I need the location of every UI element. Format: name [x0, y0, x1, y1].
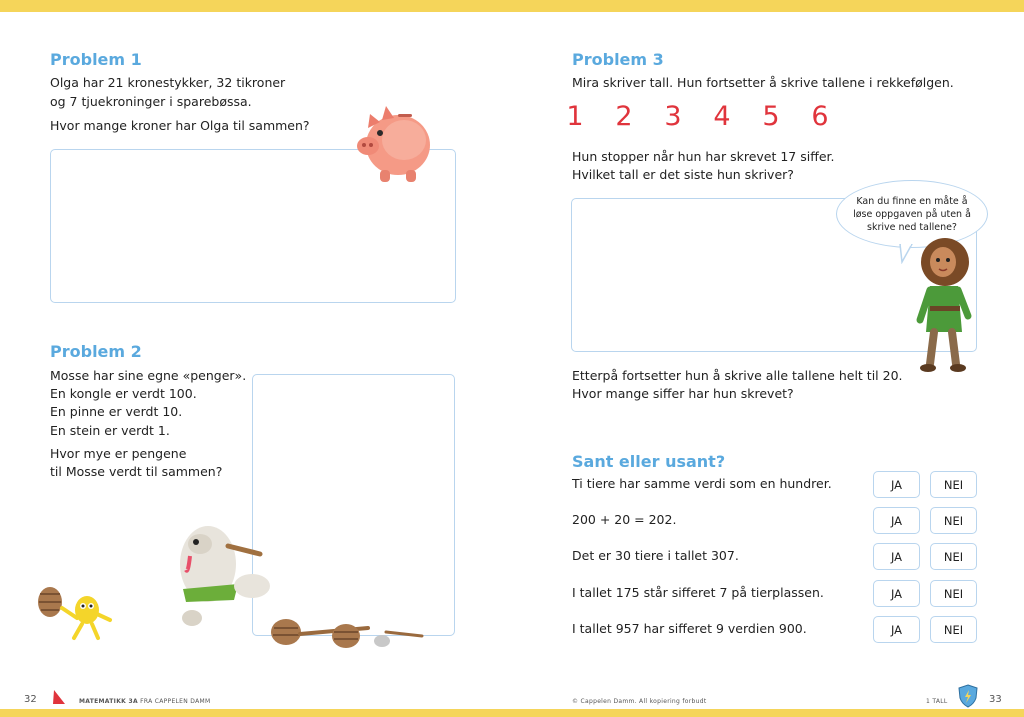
- problem3-intro: Mira skriver tall. Hun fortsetter å skrive tallene i rekkefølgen.: [572, 75, 954, 90]
- no-button[interactable]: NEI: [930, 543, 977, 570]
- digit: 4: [713, 101, 731, 132]
- problem2-line: En stein er verdt 1.: [50, 423, 170, 438]
- cappelen-logo-icon: [52, 689, 66, 705]
- brand-title: MATEMATIKK 3A: [79, 698, 138, 705]
- yellow-creature-with-cone-icon: [32, 580, 122, 642]
- chapter-label: 1 TALL: [926, 698, 948, 705]
- true-false-row: [572, 543, 982, 571]
- digit: 1: [566, 101, 584, 132]
- digit: 6: [811, 101, 829, 132]
- yes-button[interactable]: JA: [873, 616, 920, 643]
- hint-text: Kan du finne en måte å løse oppgaven på uten å skrive ned tallene?: [853, 195, 971, 233]
- brand-publisher: FRA CAPPELEN DAMM: [137, 698, 211, 705]
- problem2-line: Mosse har sine egne «penger».: [50, 368, 247, 383]
- statement-text: 200 + 20 = 202.: [572, 512, 677, 527]
- digit: 5: [762, 101, 780, 132]
- problem1-line: Olga har 21 kronestykker, 32 tikroner: [50, 75, 286, 90]
- true-false-title: Sant eller usant?: [572, 452, 726, 471]
- no-button[interactable]: NEI: [930, 580, 977, 607]
- chapter-shield-icon: [958, 684, 978, 708]
- problem2-question: til Mosse verdt til sammen?: [50, 464, 223, 479]
- no-button[interactable]: NEI: [930, 471, 977, 498]
- true-false-row: [572, 471, 982, 499]
- mosse-troll-character-icon: [168, 514, 278, 636]
- statement-text: Ti tiere har samme verdi som en hundrer.: [572, 476, 832, 491]
- problem2-line: En pinne er verdt 10.: [50, 404, 183, 419]
- true-false-row: [572, 580, 982, 608]
- problem1-question: Hvor mange kroner har Olga til sammen?: [50, 118, 310, 133]
- problem1-line: og 7 tjuekroninger i sparebøssa.: [50, 94, 252, 109]
- problem3-line: Hvilket tall er det siste hun skriver?: [572, 167, 794, 182]
- problem3-title: Problem 3: [572, 50, 664, 69]
- digit: 2: [615, 101, 633, 132]
- statement-text: I tallet 175 står sifferet 7 på tierplassen.: [572, 585, 824, 600]
- mira-girl-character-icon: [912, 236, 978, 374]
- yes-button[interactable]: JA: [873, 471, 920, 498]
- yes-button[interactable]: JA: [873, 543, 920, 570]
- yes-button[interactable]: JA: [873, 580, 920, 607]
- problem1-title: Problem 1: [50, 50, 142, 69]
- problem2-answer-box[interactable]: [252, 374, 455, 636]
- top-color-band: [0, 0, 1024, 12]
- problem3-line: Hun stopper når hun har skrevet 17 siffer.: [572, 149, 835, 164]
- no-button[interactable]: NEI: [930, 616, 977, 643]
- true-false-row: [572, 616, 982, 644]
- left-page-number: 32: [24, 694, 37, 705]
- no-button[interactable]: NEI: [930, 507, 977, 534]
- piggy-bank-icon: [354, 100, 436, 186]
- statement-text: Det er 30 tiere i tallet 307.: [572, 548, 739, 563]
- problem2-title: Problem 2: [50, 342, 142, 361]
- digit-sequence: [564, 101, 831, 132]
- digit: 3: [664, 101, 682, 132]
- problem3-followup: Etterpå fortsetter hun å skrive alle tallene helt til 20.: [572, 368, 903, 383]
- copyright-text: © Cappelen Damm. All kopiering forbudt: [572, 698, 707, 705]
- statement-text: I tallet 957 har sifferet 9 verdien 900.: [572, 621, 807, 636]
- book-brand: [79, 698, 210, 705]
- problem2-question: Hvor mye er pengene: [50, 446, 187, 461]
- cones-sticks-stones-icon: [268, 612, 428, 654]
- yes-button[interactable]: JA: [873, 507, 920, 534]
- true-false-row: [572, 507, 982, 535]
- problem3-followup: Hvor mange siffer har hun skrevet?: [572, 386, 794, 401]
- right-page-number: 33: [989, 694, 1002, 705]
- problem2-line: En kongle er verdt 100.: [50, 386, 197, 401]
- bottom-color-band: [0, 709, 1024, 717]
